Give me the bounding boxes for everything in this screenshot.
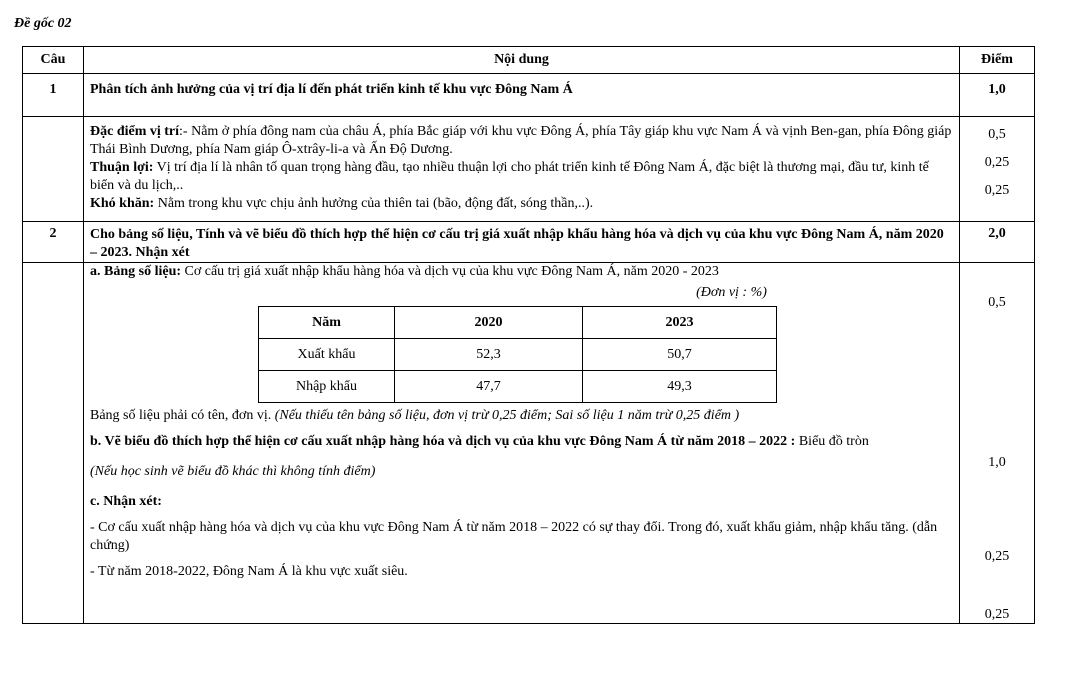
data-row-export (259, 339, 777, 371)
q1-score-2: 0,25 (984, 155, 1010, 170)
q1-position-label: Đặc điểm vị trí (90, 124, 180, 139)
q2-part-a-note-italic: (Nếu thiếu tên bảng số liệu, đơn vị trừ 0,25 điểm; Sai số liệu 1 năm trừ 0,25 điểm ) (274, 408, 740, 423)
data-header-2020: 2020 (395, 307, 583, 339)
q2-scores (960, 263, 1035, 624)
q2-unit: (Đơn vị : %) (696, 285, 767, 300)
q1-difficulties (90, 195, 953, 213)
data-cell: Nhập khẩu (259, 371, 395, 403)
q1-content-row (23, 117, 1035, 222)
q2-content-row (23, 263, 1035, 624)
q2-part-b-label: b. Vẽ biểu đồ thích hợp thể hiện cơ cấu xuất nhập hàng hóa và dịch vụ của khu vực Đông Nam Á từ năm 2018 – 2022 : (90, 434, 796, 449)
q2-title: Cho bảng số liệu, Tính và vẽ biểu đồ thích hợp thể hiện cơ cấu trị giá xuất nhập khẩu hàng hóa và dịch vụ của khu vực Đông Nam Á, năm 2020 – 2023. Nhận xét (84, 222, 960, 263)
q1-score-3: 0,25 (984, 183, 1010, 198)
q2-part-a-label: a. Bảng số liệu: (90, 264, 182, 279)
data-row-import (259, 371, 777, 403)
q2-part-c-line2: - Từ năm 2018-2022, Đông Nam Á là khu vực xuất siêu. (90, 564, 408, 579)
q1-score-1: 0,5 (988, 127, 1006, 142)
q1-content (84, 117, 960, 222)
q2-part-c-line1-score: 0,25 (984, 549, 1010, 564)
q2-part-b-score: 1,0 (988, 455, 1006, 470)
q1-advantages-text: Vị trí địa lí là nhân tố quan trọng hàng đầu, tạo nhiều thuận lợi cho phát triển kinh tế Đông Nam Á, đặc biệt là thương mại, đầu tư, kinh tế biển và du lịch,.. (90, 160, 929, 193)
q2-part-b-text: Biểu đồ tròn (795, 434, 869, 449)
data-table (258, 306, 777, 403)
q2-part-a-text: Cơ cấu trị giá xuất nhập khẩu hàng hóa và dịch vụ của khu vực Đông Nam Á, năm 2020 - 2023 (181, 264, 719, 279)
header-diem: Điểm (960, 47, 1035, 74)
q1-difficulties-text: Nằm trong khu vực chịu ảnh hưởng của thiên tai (bão, động đất, sóng thần,..). (154, 196, 594, 211)
data-cell: 50,7 (583, 339, 777, 371)
data-cell: 47,7 (395, 371, 583, 403)
data-cell: Xuất khẩu (259, 339, 395, 371)
q2-part-a (90, 263, 953, 281)
q2-part-c-line2-score: 0,25 (984, 607, 1010, 622)
header-cau: Câu (23, 47, 84, 74)
q2-part-a-note (90, 407, 953, 425)
header-noi-dung: Nội dung (84, 47, 960, 74)
q2-part-b-note: (Nếu học sinh vẽ biểu đồ khác thì không tính điểm) (90, 464, 376, 479)
q2-part-a-note-plain: Bảng số liệu phải có tên, đơn vị. (90, 408, 275, 423)
q1-advantages-label: Thuận lợi: (90, 160, 154, 175)
data-header-year: Năm (259, 307, 395, 339)
q1-scores (960, 117, 1035, 222)
answer-table (22, 46, 1035, 624)
q1-title: Phân tích ảnh hưởng của vị trí địa lí đến phát triển kinh tế khu vực Đông Nam Á (84, 74, 960, 117)
q2-title-row (23, 222, 1035, 263)
q1-score: 1,0 (960, 74, 1035, 117)
data-cell: 52,3 (395, 339, 583, 371)
q1-title-row (23, 74, 1035, 117)
data-table-header (259, 307, 777, 339)
header-row (23, 47, 1035, 74)
data-cell: 49,3 (583, 371, 777, 403)
q2-content (84, 263, 960, 624)
data-header-2023: 2023 (583, 307, 777, 339)
document-title: Đề gốc 02 (14, 16, 72, 31)
q1-position (90, 123, 953, 159)
q2-score: 2,0 (960, 222, 1035, 263)
q1-number: 1 (23, 74, 84, 117)
q2-part-a-score: 0,5 (988, 295, 1006, 310)
q2-part-c-label: c. Nhận xét: (90, 494, 162, 509)
q2-number: 2 (23, 222, 84, 263)
q1-advantages (90, 159, 953, 195)
q1-position-text: :- Nằm ở phía đông nam của châu Á, phía Bắc giáp với khu vực Đông Á, phía Tây giáp khu vực Nam Á và vịnh Ben-gan, phía Đông giáp Thái Bình Dương, phía Nam giáp Ô-xtrây-li-a và Ấn Độ Dương. (90, 124, 952, 157)
q2-part-c-line1: - Cơ cấu xuất nhập hàng hóa và dịch vụ của khu vực Đông Nam Á từ năm 2018 – 2022 có sự thay đổi. Trong đó, xuất khẩu giảm, nhập khẩu tăng. (dẫn chứng) (90, 520, 938, 553)
q1-difficulties-label: Khó khăn: (90, 196, 155, 211)
q2-part-b (90, 433, 953, 451)
